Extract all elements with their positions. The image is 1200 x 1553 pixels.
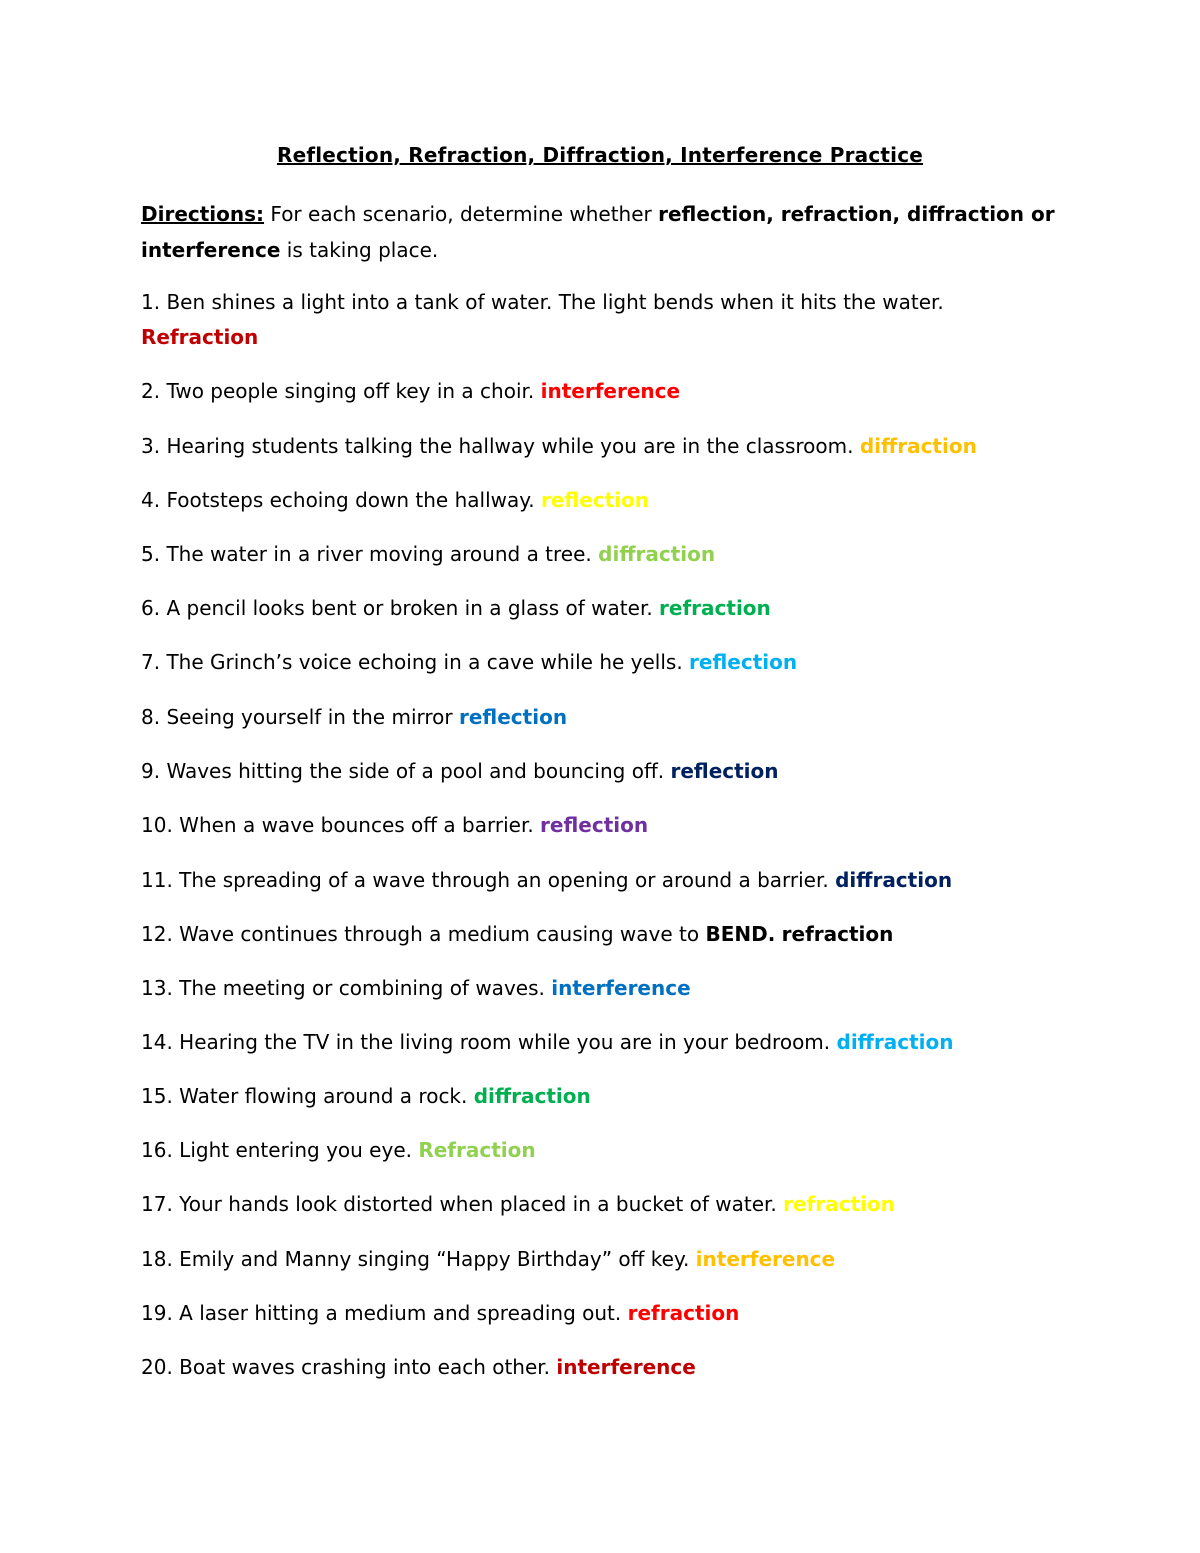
- list-item: [141, 1079, 1041, 1114]
- item-text: The Grinch’s voice echoing in a cave while he yells.: [166, 650, 683, 674]
- item-text: Boat waves crashing into each other.: [179, 1355, 551, 1379]
- item-text: When a wave bounces off a barrier.: [179, 813, 534, 837]
- item-text: Footsteps echoing down the hallway.: [166, 488, 535, 512]
- item-answer-line: [141, 320, 258, 355]
- item-text: Ben shines a light into a tank of water. The light bends when it hits the water.: [166, 290, 944, 314]
- list-item: [141, 1025, 1041, 1060]
- item-answer: diffraction: [859, 434, 977, 458]
- item-answer: diffraction: [836, 1030, 954, 1054]
- list-item: [141, 1350, 1041, 1385]
- list-item: [141, 1187, 1041, 1222]
- list-item: [141, 374, 1041, 409]
- item-answer: reflection: [458, 705, 568, 729]
- item-answer: reflection: [540, 488, 650, 512]
- list-item: [141, 808, 1041, 843]
- page-title: Reflection, Refraction, Diffraction, Interference Practice: [276, 143, 924, 167]
- item-emphasis: BEND.: [705, 922, 776, 946]
- item-number: 18.: [141, 1247, 173, 1271]
- list-item: [141, 1133, 1041, 1168]
- directions-label: Directions:: [141, 202, 265, 226]
- list-item: [141, 1242, 1041, 1277]
- item-answer: interference: [551, 976, 691, 1000]
- item-answer: diffraction: [473, 1084, 591, 1108]
- item-text: Hearing students talking the hallway while you are in the classroom.: [166, 434, 854, 458]
- list-item: [141, 483, 1041, 518]
- item-text: Hearing the TV in the living room while you are in your bedroom.: [179, 1030, 831, 1054]
- item-number: 20.: [141, 1355, 173, 1379]
- list-item: [141, 917, 1041, 952]
- list-item: [141, 863, 1041, 898]
- directions-text-a: For each scenario, determine whether: [264, 202, 659, 226]
- item-answer: reflection: [689, 650, 798, 674]
- item-answer: refraction: [627, 1301, 740, 1325]
- directions: [141, 196, 1061, 268]
- item-text: The water in a river moving around a tree.: [166, 542, 592, 566]
- item-number: 9.: [141, 759, 161, 783]
- item-text: Your hands look distorted when placed in a bucket of water.: [179, 1192, 777, 1216]
- item-answer: Refraction: [141, 325, 259, 349]
- item-answer: diffraction: [598, 542, 716, 566]
- item-number: 12.: [141, 922, 173, 946]
- item-text: Water flowing around a rock.: [179, 1084, 468, 1108]
- item-answer: reflection: [670, 759, 779, 783]
- item-number: 19.: [141, 1301, 173, 1325]
- item-number: 3.: [141, 434, 161, 458]
- item-number: 16.: [141, 1138, 173, 1162]
- item-answer: interference: [695, 1247, 836, 1271]
- list-item: [141, 754, 1041, 789]
- item-number: 4.: [141, 488, 161, 512]
- item-number: 14.: [141, 1030, 173, 1054]
- item-answer: refraction: [781, 922, 894, 946]
- list-item: [141, 1296, 1041, 1331]
- item-number: 13.: [141, 976, 173, 1000]
- item-number: 5.: [141, 542, 161, 566]
- item-answer: diffraction: [835, 868, 953, 892]
- item-answer: interference: [556, 1355, 696, 1379]
- item-number: 8.: [141, 705, 161, 729]
- item-text: Waves hitting the side of a pool and bouncing off.: [166, 759, 665, 783]
- list-item: [141, 285, 1041, 320]
- item-answer: refraction: [783, 1192, 895, 1216]
- item-text: Wave continues through a medium causing wave to: [179, 922, 700, 946]
- item-number: 2.: [141, 379, 161, 403]
- item-text: Emily and Manny singing “Happy Birthday” off key.: [179, 1247, 690, 1271]
- item-number: 7.: [141, 650, 161, 674]
- item-number: 6.: [141, 596, 161, 620]
- item-text: Seeing yourself in the mirror: [166, 705, 453, 729]
- directions-terms: reflection, refraction, diffraction or interference: [141, 202, 1055, 262]
- item-text: Two people singing off key in a choir.: [166, 379, 535, 403]
- item-number: 1.: [141, 290, 161, 314]
- item-text: A pencil looks bent or broken in a glass of water.: [166, 596, 653, 620]
- item-number: 11.: [141, 868, 173, 892]
- item-number: 17.: [141, 1192, 173, 1216]
- item-answer: Refraction: [418, 1138, 536, 1162]
- item-text: The meeting or combining of waves.: [179, 976, 545, 1000]
- item-answer: interference: [540, 379, 681, 403]
- item-answer: reflection: [540, 813, 649, 837]
- list-item: [141, 537, 1041, 572]
- item-text: The spreading of a wave through an opening or around a barrier.: [179, 868, 829, 892]
- list-item: [141, 645, 1041, 680]
- list-item: [141, 429, 1041, 464]
- item-answer: refraction: [659, 596, 771, 620]
- list-item: [141, 591, 1041, 626]
- list-item: [141, 700, 1041, 735]
- item-number: 10.: [141, 813, 173, 837]
- item-text: A laser hitting a medium and spreading out.: [179, 1301, 622, 1325]
- directions-text-b: is taking place.: [280, 238, 439, 262]
- item-number: 15.: [141, 1084, 173, 1108]
- item-text: Light entering you eye.: [179, 1138, 412, 1162]
- list-item: [141, 971, 1041, 1006]
